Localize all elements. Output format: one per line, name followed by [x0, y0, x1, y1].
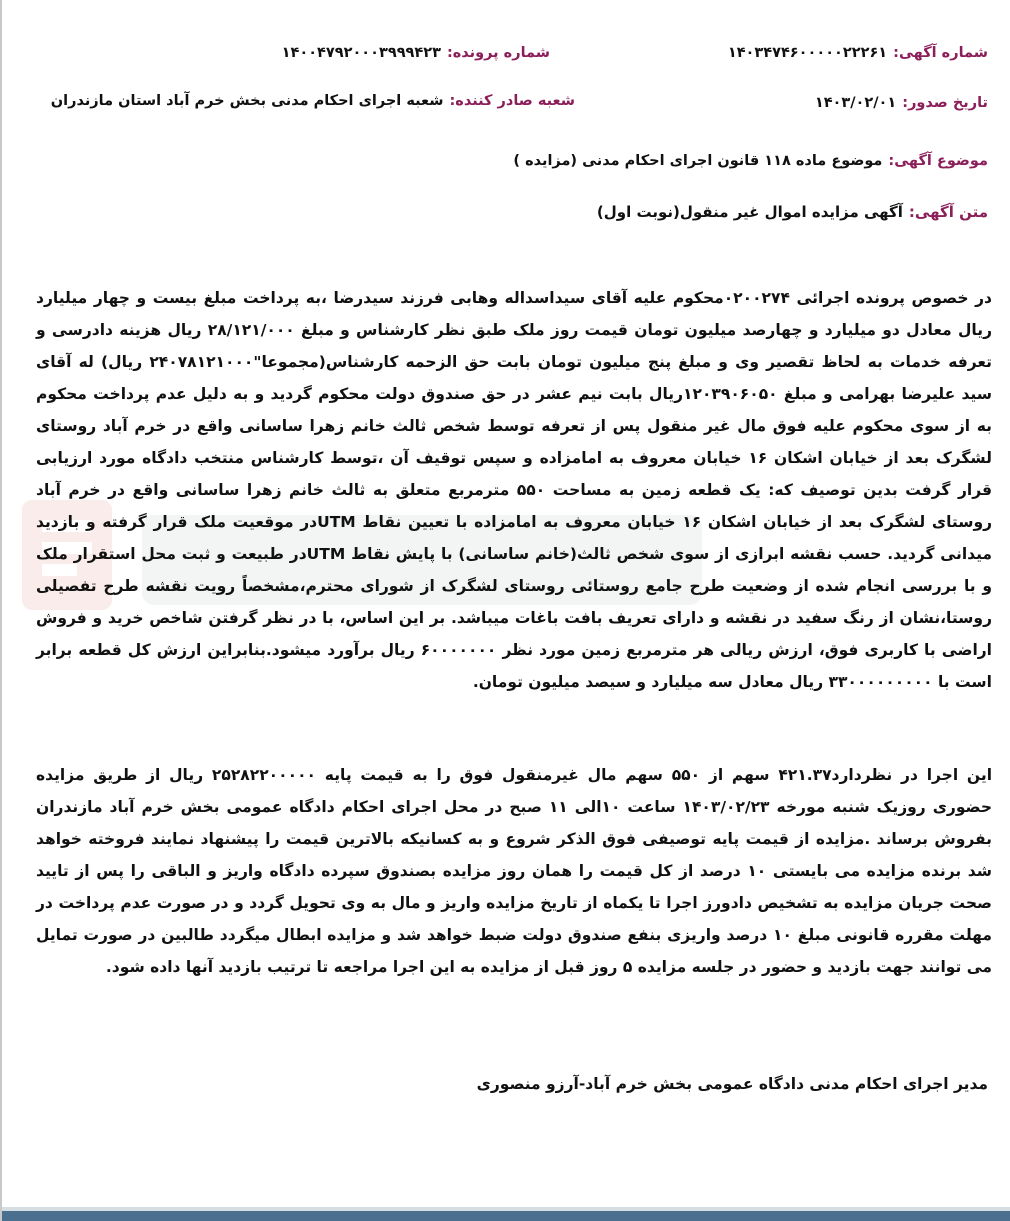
- issuer-label: شعبه صادر کننده:: [449, 93, 575, 109]
- issue-date-label: تاریخ صدور:: [902, 95, 988, 111]
- notice-text-value: آگهی مزایده اموال غیر منقول(نوبت اول): [596, 203, 903, 221]
- notice-number-field: [728, 45, 988, 61]
- issuer-value: شعبه اجرای احکام مدنی بخش خرم آباد استان مازندران: [50, 93, 444, 109]
- body-paragraph-1: در خصوص پرونده اجرائی ۰۲۰۰۲۷۴محکوم علیه آقای سیداسداله وهابی فرزند سیدرضا ،به پرداخت مبلغ بیست و چهار میلیارد ریال معادل دو میلیارد و چهارصد میلیون تومان قیمت روز ملک طبق نظر کارشناس و مبلغ ۲۸/۱۲۱/۰۰۰ ریال هزینه دادرسی و تعرفه خدمات به لحاظ تقصیر وی و مبلغ پنج میلیون تومان بابت حق الزحمه کارشناس(مجموعا"۲۴۰۷۸۱۲۱۰۰۰ ریال) له آقای سید علیرضا بهرامی و مبلغ ۱۲۰۳۹۰۶۰۵۰ریال بابت نیم عشر در حق صندوق دولت محکوم گردید و به دلیل عدم پرداخت محکوم به از سوی محکوم علیه فوق مال غیر منقول پس از تعرفه توسط شخص ثالث خانم زهرا ساسانی واقع در خرم آباد روستای لشگرک بعد از خیابان اشکان ۱۶ خیابان معروف به امامزاده و سپس توقیف آن ،توسط کارشناس منتخب دادگاه مورد ارزیابی قرار گرفت بدین توصیف که: یک قطعه زمین به مساحت ۵۵۰ مترمربع متعلق به ثالث خانم زهرا ساسانی واقع در خرم آباد روستای لشگرک بعد از خیابان اشکان ۱۶ خیابان معروف به امامزاده با تعیین نقاط UTMدر موقعیت ملک قرار گرفته و بازدید میدانی گردید. حسب نقشه ابرازی از سوی شخص ثالث(خانم ساسانی) با پایش نقاط UTMدر طبیعت و ثبت محل استقرار ملک و با بررسی انجام شده از وضعیت طرح جامع روستائی روستای لشگرک از شورای محترم،مشخصاً رویت نقشه طرح تفصیلی روستا،نشان از رنگ سفید در نقشه و دارای تعریف بافت باغات میباشد. بر این اساس، با در نظر گرفتن شاخص خرید و فروش اراضی با کاربری فوق، ارزش ریالی هر مترمربع زمین مورد نظر ۶۰۰۰۰۰۰۰ ریال برآورد میشود.بنابراین ارزش کل قطعه برابر است با ۳۳۰۰۰۰۰۰۰۰۰ ریال معادل سه میلیارد و سیصد میلیون تومان.: [36, 289, 993, 691]
- notice-number-value: ۱۴۰۳۴۷۴۶۰۰۰۰۰۲۲۲۶۱: [727, 45, 888, 61]
- subject-value: موضوع ماده ۱۱۸ قانون اجرای احکام مدنی (مزایده ): [513, 153, 883, 169]
- subject-field: [513, 153, 988, 169]
- signature: مدیر اجرای احکام مدنی دادگاه عمومی بخش خرم آباد-آرزو منصوری: [476, 1075, 988, 1093]
- notice-number-label: شماره آگهی:: [893, 45, 988, 61]
- bottom-border-bar: [2, 1211, 1010, 1221]
- body-paragraph-2: این اجرا در نظردارد۴۲۱.۳۷ سهم از ۵۵۰ سهم مال غیرمنقول فوق را به قیمت پایه ۲۵۲۸۲۲۰۰۰۰۰ ریال از طریق مزایده حضوری روزیک شنبه مورخه ۱۴۰۳/۰۲/۲۳ ساعت ۱۰الی ۱۱ صبح در محل اجرای احکام دادگاه عمومی بخش خرم آباد مازندران بفروش برساند .مزایده از قیمت پایه توصیفی فوق الذکر شروع و به کسانیکه بالاترین قیمت را پیشنهاد نمایند فروخته خواهد شد برنده مزایده می بایستی ۱۰ درصد از کل قیمت را همان روز مزایده بصندوق سپرده دادگاه واریز و الباقی را پس از تایید صحت جریان مزایده به تشخیص دادورز اجرا تا یکماه از تاریخ مزایده واریز و مال به وی تحویل گردد و در صورت عدم پرداخت در مهلت مقرره قانونی مبلغ ۱۰ درصد واریزی بنفع صندوق دولت ضبط خواهد شد و مزایده ابطال میگردد طالبین در صورت تمایل می توانند جهت بازدید و حضور در جلسه مزایده ۵ روز قبل از مزایده به این اجرا مراجعه تا ترتیب بازدید آنها داده شود.: [36, 766, 993, 976]
- file-number-field: [282, 45, 550, 61]
- file-number-value: ۱۴۰۰۴۷۹۲۰۰۰۳۹۹۹۴۲۳: [281, 45, 441, 61]
- notice-text-field: [597, 203, 988, 221]
- subject-label: موضوع آگهی:: [888, 153, 988, 169]
- issue-date-value: ۱۴۰۳/۰۲/۰۱: [814, 95, 897, 111]
- issue-date-field: [815, 95, 988, 111]
- issuer-field: [51, 93, 575, 109]
- file-number-label: شماره پرونده:: [446, 45, 550, 61]
- notice-text-label: متن آگهی:: [908, 203, 988, 221]
